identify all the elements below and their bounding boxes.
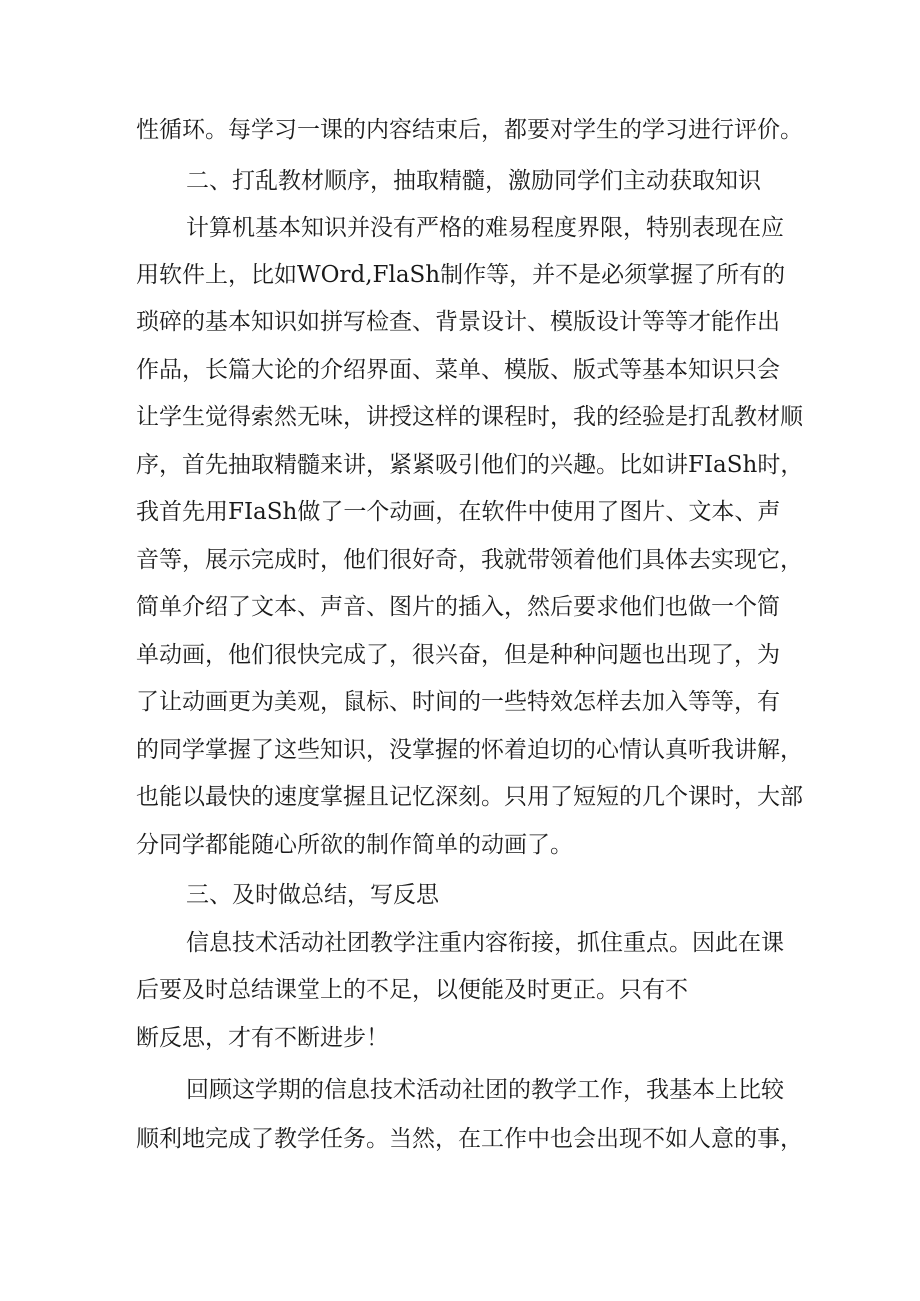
text-line-6: 作品，长篇大论的介绍界面、菜单、模版、版式等基本知识只会 [136, 357, 780, 383]
text-line-3: 计算机基本知识并没有严格的难易程度界限，特别表现在应 [186, 215, 784, 241]
text-line-20: 断反思，才有不断进步！ [136, 1025, 389, 1051]
text-line-1: 性循环。每学习一课的内容结束后，都要对学生的学习进行评价。 [136, 117, 803, 143]
text-line-5: 琐碎的基本知识如拼写检查、背景设计、模版设计等等才能作出 [136, 309, 780, 335]
text-line-21: 回顾这学期的信息技术活动社团的教学工作，我基本上比较 [186, 1077, 784, 1103]
text-line-11: 简单介绍了文本、声音、图片的插入，然后要求他们也做一个简 [136, 594, 780, 620]
text-line-2: 二、打乱教材顺序，抽取精髓，激励同学们主动获取知识 [186, 168, 761, 194]
text-line-12: 单动画，他们很快完成了，很兴奋，但是种种问题也出现了，为 [136, 642, 780, 668]
text-line-4: 用软件上，比如WOrd,FlaSh制作等，并不是必须掌握了所有的 [136, 262, 786, 288]
text-line-10: 音等，展示完成时，他们很好奇，我就带领着他们具体去实现它， [136, 547, 803, 573]
text-line-9: 我首先用FIaSh做了一个动画，在软件中使用了图片、文本、声 [136, 499, 781, 525]
text-line-22: 顺利地完成了教学任务。当然，在工作中也会出现不如人意的事， [136, 1126, 803, 1152]
text-line-8: 序，首先抽取精髓来讲，紧紧吸引他们的兴趣。比如讲FIaSh时， [136, 452, 804, 478]
text-line-16: 分同学都能随心所欲的制作简单的动画了。 [136, 832, 573, 858]
text-line-13: 了让动画更为美观，鼠标、时间的一些特效怎样去加入等等，有 [136, 689, 780, 715]
text-line-15: 也能以最快的速度掌握且记忆深刻。只用了短短的几个课时，大部 [136, 784, 803, 810]
text-line-7: 让学生觉得索然无味，讲授这样的课程时，我的经验是打乱教材顺 [136, 404, 803, 430]
text-line-18: 信息技术活动社团教学注重内容衔接，抓住重点。因此在课 [186, 930, 784, 956]
text-line-14: 的同学掌握了这些知识，没掌握的怀着迫切的心情认真听我讲解， [136, 737, 803, 763]
text-line-19: 后要及时总结课堂上的不足，以便能及时更正。只有不 [136, 977, 688, 1003]
text-line-17: 三、及时做总结，写反思 [186, 882, 439, 908]
